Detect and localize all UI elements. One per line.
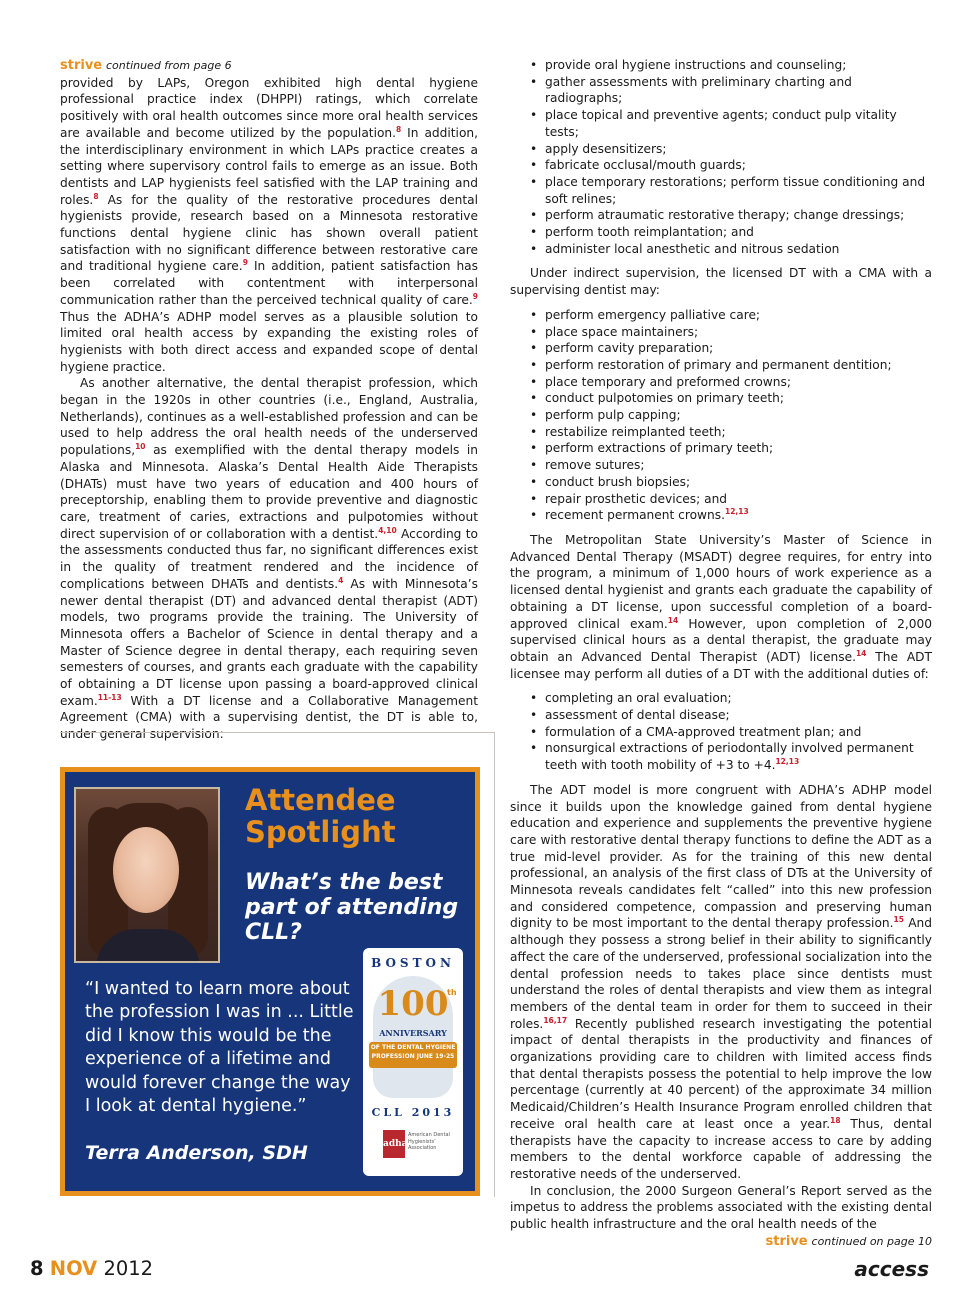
attendee-photo (74, 787, 220, 963)
list-item: • perform restoration of primary and permanent dentition; (545, 357, 932, 374)
reference: 9 (242, 258, 248, 268)
list-item: • perform pulp capping; (545, 407, 932, 424)
badge-anniversary: ANNIVERSARY (379, 1028, 447, 1038)
list-item: • fabricate occlusal/mouth guards; (545, 157, 932, 174)
divider (494, 732, 495, 1197)
continued-footer (510, 1233, 932, 1251)
badge-ordinal: th (447, 988, 457, 997)
list-item: • place temporary restorations; perform tissue conditioning and soft relines; (545, 174, 932, 207)
reference: 8 (93, 191, 99, 201)
reference: 12,13 (775, 757, 800, 767)
spotlight-panel (65, 772, 475, 1191)
reference: 8 (396, 124, 402, 134)
body-paragraph: provided by LAPs, Oregon exhibited high dental hygiene professional practice index (DHPPI) ratings, which correlate positively with oral health outcomes since more oral health services are available and become utilized by the population.$^8$ In addition, the interdisciplinary environment in which LAPs practice creates a setting where supervisory control fails to emerge as an issue. Both dentists and LAP hygienists feel satisfied with the LAP training and roles.$^8$ As for the quality of the restorative procedures dental hygienists provide, research based on a Minnesota restorative functions dental hygiene clinic has shown overall patient satisfaction with no significant difference between restorative care and traditional hygiene care.$^9$ In addition, patient satisfaction has been correlated with contentment with interpersonal communication rather than the perceived technical quality of care.$^9$ Thus the ADHA’s ADHP model serves as a plausible solution to limited oral health access by expanding the existing roles of hygienists with both direct access and expanded scope of dental hygiene practice. (60, 75, 478, 374)
cll-2013-badge (363, 948, 463, 1176)
list-item: • assessment of dental disease; (545, 707, 932, 724)
strive-label: strive (765, 1233, 808, 1249)
list-item: • restabilize reimplanted teeth; (545, 424, 932, 441)
reference: 12,13 (724, 507, 749, 517)
badge-event: CLL 2013 (371, 1106, 455, 1119)
right-column (510, 57, 932, 1251)
reference: 14 (667, 615, 679, 625)
left-column (60, 57, 478, 743)
list-item: • perform emergency palliative care; (545, 307, 932, 324)
continued-from: continued from page 6 (106, 59, 232, 72)
reference: 11-13 (97, 692, 122, 702)
list-item: • remove sutures; (545, 457, 932, 474)
strive-label: strive (60, 58, 103, 73)
list-item: • perform extractions of primary teeth; (545, 440, 932, 457)
list-item: • completing an oral evaluation; (545, 690, 932, 707)
spotlight-title: Attendee Spotlight (245, 783, 396, 849)
reference: 15 (893, 915, 904, 925)
magazine-brand: access (854, 1257, 929, 1281)
list-item: • conduct pulpotomies on primary teeth; (545, 390, 932, 407)
body-paragraph: The Metropolitan State University’s Master of Science in Advanced Dental Therapy (MSADT) degree requires, for entry into the program, a minimum of 1,000 hours of work experience as a licensed dental hygienist and grants each graduate the capability of obtaining a DT license, upon successful completion of a board-approved clinical exam.$^{14}$ However, upon completion of 2,000 supervised clinical hours as a dental therapist, the graduate may obtain an Advanced Dental Therapist (ADT) license.$^{14}$ The ADT licensee may perform all duties of a DT with the additional duties of: (510, 532, 933, 681)
list-item: • apply desensitizers; (545, 141, 932, 158)
body-paragraph: As another alternative, the dental therapist profession, which began in the 1920s in other countries (i.e., England, Australia, Netherlands), continues as a well-established profession and can be used to help address the oral health needs of the underserved populations,$^{10}$ as exemplified with the dental therapy models in Alaska and Minnesota. Alaska’s Dental Health Aide Therapists (DHATs) must have two years of education and 400 hours of preceptorship, enabling them to provide preventive and diagnostic care, treatment of caries, extractions and pulpotomies without direct supervision of or collaboration with a dentist.$^{4,10}$ According to the assessments conducted thus far, no significant differences exist in the quality of treatment rendered and the incidence of complications between DHATs and dentists.$^4$ As with Minnesota’s newer dental therapist (DT) and advanced dental therapist (ADT) models, two programs provide the training. The University of Minnesota offers a Bachelor of Science in dental therapy and a Master of Science degree in dental therapy, each requiring seven semesters of courses, and grants each graduate with the capability of obtaining a DT license upon passing a board-approved clinical exam.$^{11-13}$ With a DT license and a Collaborative Management Agreement (CMA) with a supervising dentist, the DT is able to, under general supervision: (60, 376, 478, 742)
divider (60, 732, 494, 733)
adt-duties-list (510, 690, 932, 774)
body-paragraph: In conclusion, the 2000 Surgeon General’s Report served as the impetus to address the problems associated with the existing dental public health infrastructure and the oral health needs of the (510, 1183, 932, 1232)
reference: 4 (338, 575, 344, 585)
page-footer (30, 1257, 153, 1280)
general-supervision-list (510, 57, 932, 257)
badge-ribbon: OF THE DENTAL HYGIENE PROFESSION JUNE 19-25 (369, 1042, 457, 1068)
continued-header (60, 57, 478, 75)
list-item: • perform cavity preparation; (545, 340, 932, 357)
list-item: • recement permanent crowns.$^{12,13}$ (545, 507, 932, 524)
list-item: • place space maintainers; (545, 324, 932, 341)
body-paragraph: Under indirect supervision, the licensed DT with a CMA with a supervising dentist may: (510, 266, 932, 298)
reference: 14 (855, 648, 867, 658)
list-item: • perform tooth reimplantation; and (545, 224, 932, 241)
list-item: • perform atraumatic restorative therapy; change dressings; (545, 207, 932, 224)
list-item: • administer local anesthetic and nitrous sedation (545, 241, 932, 258)
adha-org-name: American Dental Hygienists’ Association (408, 1132, 450, 1151)
continued-on: continued on page 10 (811, 1234, 932, 1248)
body-paragraph: The ADT model is more congruent with ADHA’s ADHP model since it builds upon the knowledge gained from dental hygiene education and experience and supplements the preventive hygiene care with restorative dental therapy functions to define the ADT as a true mid-level provider. As for the training of this new dental professional, an analysis of the first class of DTs at the University of Minnesota reveals candidates felt “called” into this new profession and considered competence, compassion and preserving human dignity to be most important to the dental therapy profession.$^{15}$ And although they possess a strong belief in their ability to significantly affect the care of the underserved, professional socialization into the dental profession needs to takes place since dentists must understand the roles of dental therapists and view them as integral members of the dental team in order for them to succeed in their roles.$^{16,17}$ Recently published research investigating the potential impact of dental therapists in the productivity and finances of organizations providing care to children with limited access finds that dental therapists possess the potential to help improve the low percentage (currently at 40 percent) of the approximate 34 million Medicaid/Children’s Health Insurance Program enrolled children that receive oral health care at least once a year.$^{18}$ Thus, dental therapists have the capacity to increase access to care by adding members to the dental workforce capable of addressing the restorative needs of the underserved. (510, 782, 933, 1181)
list-item: • nonsurgical extractions of periodontally involved permanent teeth with tooth mobility of +3 to +4.$^{12,13}$ (545, 740, 932, 773)
badge-number: 100 (377, 984, 449, 1024)
list-item: • repair prosthetic devices; and (545, 491, 932, 508)
list-item: • conduct brush biopsies; (545, 474, 932, 491)
issue-month: NOV (49, 1257, 98, 1280)
list-item: • place temporary and preformed crowns; (545, 374, 932, 391)
adha-logo: adha (383, 1130, 405, 1158)
attendee-spotlight-box (60, 767, 480, 1196)
reference: 16,17 (543, 1015, 568, 1025)
issue-year: 2012 (103, 1257, 154, 1280)
spotlight-quote: “I wanted to learn more about the profession I was in ... Little did I know this would be the experience of a lifetime and would forever change the way I look at dental hygiene.” (85, 979, 354, 1117)
spotlight-attribution: Terra Anderson, SDH (85, 1142, 308, 1164)
reference: 10 (135, 442, 146, 452)
list-item: • provide oral hygiene instructions and counseling; (545, 57, 932, 74)
indirect-supervision-list (510, 307, 932, 524)
spotlight-question: What’s the best part of attending CLL? (245, 870, 459, 945)
page-number: 8 (30, 1257, 44, 1280)
list-item: • formulation of a CMA-approved treatment plan; and (545, 724, 932, 741)
reference: 18 (830, 1115, 841, 1125)
list-item: • place topical and preventive agents; conduct pulp vitality tests; (545, 107, 932, 140)
badge-city: BOSTON (371, 956, 455, 970)
reference: 9 (472, 291, 478, 301)
list-item: • gather assessments with preliminary charting and radiographs; (545, 74, 932, 107)
reference: 4,10 (378, 525, 397, 535)
